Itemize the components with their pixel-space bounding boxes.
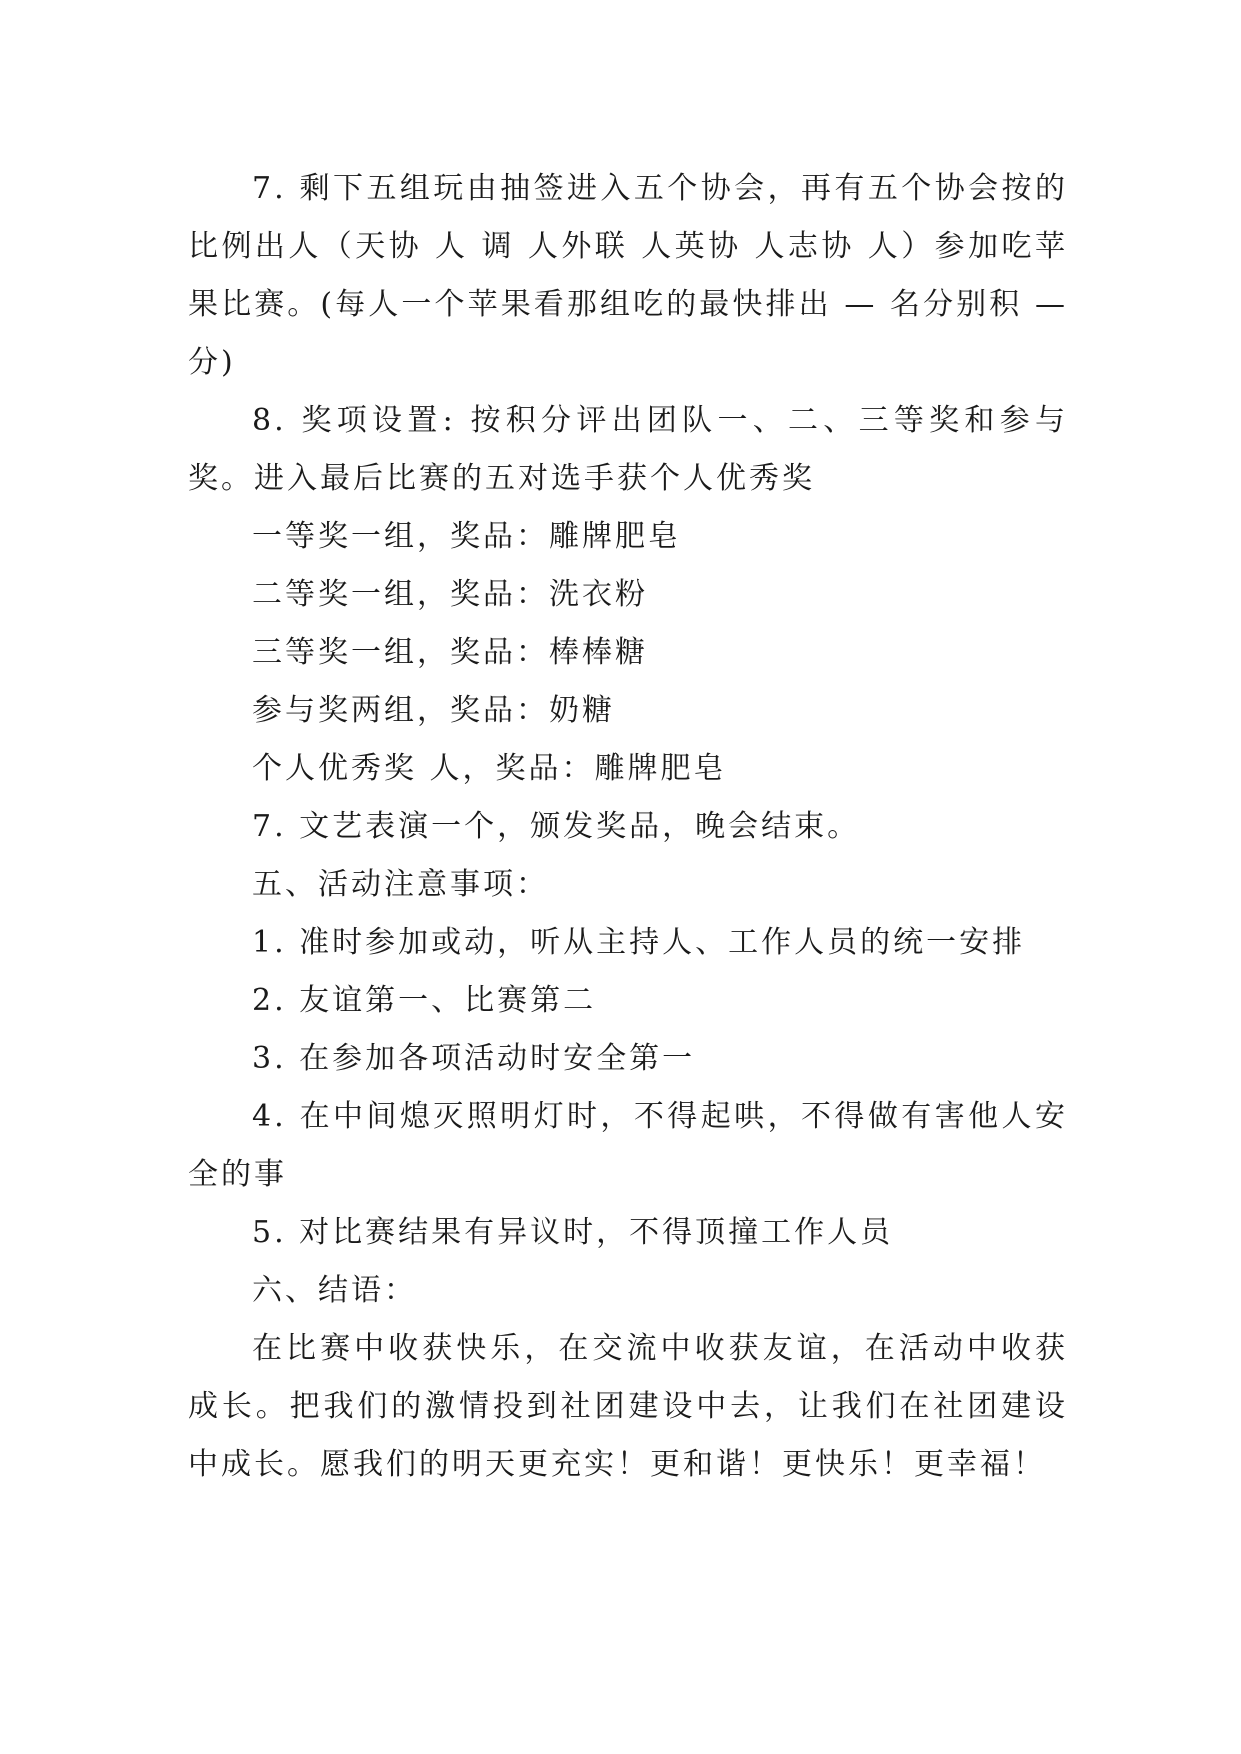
document-body <box>188 160 1068 1494</box>
paragraph-awards-setup: 8. 奖项设置: 按积分评出团队一、二、三等奖和参与奖。进入最后比赛的五对选手获个人优秀奖 <box>188 403 1068 496</box>
award-third-prize: 三等奖一组，奖品：棒棒糖 <box>252 635 648 670</box>
section-heading-conclusion: 六、结语： <box>252 1273 417 1308</box>
note-item-5: 5. 对比赛结果有异议时，不得顶撞工作人员 <box>252 1215 894 1250</box>
note-item-4: 4. 在中间熄灭照明灯时，不得起哄，不得做有害他人安全的事 <box>188 1099 1068 1192</box>
award-individual: 个人优秀奖 人，奖品：雕牌肥皂 <box>252 751 727 786</box>
note-item-3: 3. 在参加各项活动时安全第一 <box>252 1041 696 1076</box>
note-item-2: 2. 友谊第一、比赛第二 <box>252 983 597 1018</box>
paragraph-performance: 7. 文艺表演一个，颁发奖品，晚会结束。 <box>252 809 861 844</box>
note-item-1: 1. 准时参加或动，听从主持人、工作人员的统一安排 <box>252 925 1026 960</box>
award-participation: 参与奖两组，奖品：奶糖 <box>252 693 615 728</box>
paragraph-apple-game: 7. 剩下五组玩由抽签进入五个协会，再有五个协会按的比例出人（天协 人 调 人外联 人英协 人志协 人）参加吃苹果比赛。(每人一个苹果看那组吃的最快排出 — 名分别积 — 分) <box>188 171 1068 380</box>
section-heading-notes: 五、活动注意事项： <box>252 867 549 902</box>
award-first-prize: 一等奖一组，奖品：雕牌肥皂 <box>252 519 681 554</box>
paragraph-conclusion: 在比赛中收获快乐，在交流中收获友谊，在活动中收获成长。把我们的激情投到社团建设中去，让我们在社团建设中成长。愿我们的明天更充实！更和谐！更快乐！更幸福！ <box>188 1331 1068 1482</box>
award-second-prize: 二等奖一组，奖品：洗衣粉 <box>252 577 648 612</box>
